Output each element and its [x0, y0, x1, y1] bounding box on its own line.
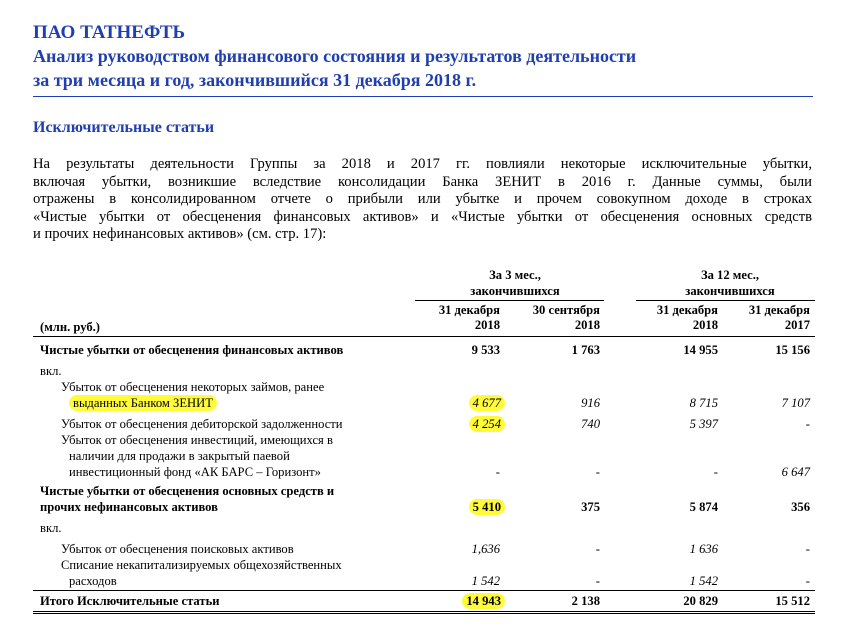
row-label: Убыток от обесценения дебиторской задолженности	[61, 417, 343, 431]
cell-value-highlighted	[410, 417, 505, 432]
cell-value: 9 533	[471, 343, 500, 357]
paragraph-line: и прочих нефинансовых активов» (см. стр. 17):	[33, 226, 327, 243]
row-label: Списание некапитализируемых общехозяйственных	[61, 558, 342, 572]
cell-value: 916	[581, 396, 600, 410]
total-label: Итого Исключительные статьи	[40, 594, 220, 608]
group-12m-rule	[636, 300, 815, 301]
col3-header-year: 2018	[692, 318, 718, 332]
total-value-highlighted	[410, 594, 505, 609]
col3-header-date: 31 декабря	[656, 303, 718, 317]
row-label	[69, 396, 217, 411]
cell-value-highlighted	[410, 396, 505, 411]
total-top-rule	[33, 590, 815, 591]
paragraph-line: «Чистые убытки от обесценения финансовых активов» и «Чистые убытки от обесценения основных средств	[33, 208, 812, 225]
col2-header-date: 30 сентября	[532, 303, 600, 317]
cell-value-highlighted	[410, 500, 505, 515]
col2-header-year: 2018	[574, 318, 600, 332]
cell-value: 1 542	[689, 574, 718, 588]
group-3m-subtitle: закончившихся	[470, 284, 560, 298]
cell-value: -	[805, 574, 810, 588]
row-label: Убыток от обесценения некоторых займов, ранее	[61, 380, 325, 394]
cell-value: -	[595, 574, 600, 588]
cell-value: 6 647	[781, 465, 810, 479]
cell-value: 5 874	[689, 500, 718, 514]
row-label: Убыток от обесценения поисковых активов	[61, 542, 294, 556]
highlighted-value: 4 677	[469, 395, 505, 411]
total-bottom-rule-2	[33, 613, 815, 614]
including-label: вкл.	[40, 521, 62, 535]
group-3m-rule	[415, 300, 604, 301]
group-12m-title: За 12 мес.,	[700, 268, 760, 282]
row-label: инвестиционный фонд «АК БАРС – Горизонт»	[69, 465, 321, 479]
total-value: 20 829	[683, 594, 718, 608]
cell-value: 5 397	[689, 417, 718, 431]
company-name: ПАО ТАТНЕФТЬ	[33, 22, 186, 43]
cell-value: -	[805, 542, 810, 556]
col1-header-date: 31 декабря	[438, 303, 500, 317]
header-rule	[33, 96, 813, 97]
total-value: 15 512	[775, 594, 810, 608]
total-value: 2 138	[571, 594, 600, 608]
unit-label: (млн. руб.)	[40, 320, 100, 334]
cell-value: 375	[581, 500, 600, 514]
section-title: Исключительные статьи	[33, 119, 215, 136]
cell-value: 1 542	[471, 574, 500, 588]
col4-header-year: 2017	[784, 318, 810, 332]
cell-value: 8 715	[689, 396, 718, 410]
header-bottom-rule	[33, 336, 815, 337]
total-bottom-rule-1	[33, 611, 815, 612]
highlighted-label: выданных Банком ЗЕНИТ	[69, 395, 217, 411]
including-label: вкл.	[40, 364, 62, 378]
row-label: прочих нефинансовых активов	[40, 500, 218, 514]
cell-value: -	[713, 465, 718, 479]
cell-value: -	[595, 542, 600, 556]
col1-header-year: 2018	[474, 318, 500, 332]
col4-header-date: 31 декабря	[748, 303, 810, 317]
row-label: Чистые убытки от обесценения основных средств и	[40, 484, 335, 498]
cell-value: 1 763	[571, 343, 600, 357]
cell-value: -	[805, 417, 810, 431]
group-3m-title: За 3 мес.,	[489, 268, 541, 282]
cell-value: -	[495, 465, 500, 479]
row-label: наличии для продажи в закрытый паевой	[69, 449, 290, 463]
report-subtitle-line1: Анализ руководством финансового состояния и результатов деятельности	[33, 46, 637, 66]
cell-value: -	[595, 465, 600, 479]
report-subtitle-line2: за три месяца и год, закончившийся 31 декабря 2018 г.	[33, 70, 477, 90]
cell-value: 740	[581, 417, 600, 431]
highlighted-value: 14 943	[462, 593, 505, 609]
cell-value: 1,636	[471, 542, 500, 556]
cell-value: 7 107	[781, 396, 810, 410]
row-label: расходов	[69, 574, 117, 588]
cell-value: 15 156	[775, 343, 810, 357]
group-12m-subtitle: закончившихся	[685, 284, 775, 298]
paragraph-line: На результаты деятельности Группы за 2018 и 2017 гг. повлияли некоторые исключительные убытки,	[33, 156, 812, 172]
cell-value: 1 636	[689, 542, 718, 556]
paragraph-line: отражены в консолидированном отчете о прибыли или убытке и прочем совокупном доходе в строках	[33, 191, 812, 208]
paragraph-line: включая убытки, возникшие вследствие консолидации Банка ЗЕНИТ в 2016 г. Данные суммы, были	[33, 173, 812, 190]
highlighted-value: 5 410	[469, 499, 505, 515]
section-paragraph	[33, 156, 812, 244]
cell-value: 356	[791, 500, 810, 514]
row-label: Чистые убытки от обесценения финансовых активов	[40, 343, 344, 357]
cell-value: 14 955	[683, 343, 718, 357]
row-label: Убыток от обесценения инвестиций, имеющихся в	[61, 433, 333, 447]
highlighted-value: 4 254	[469, 416, 505, 432]
